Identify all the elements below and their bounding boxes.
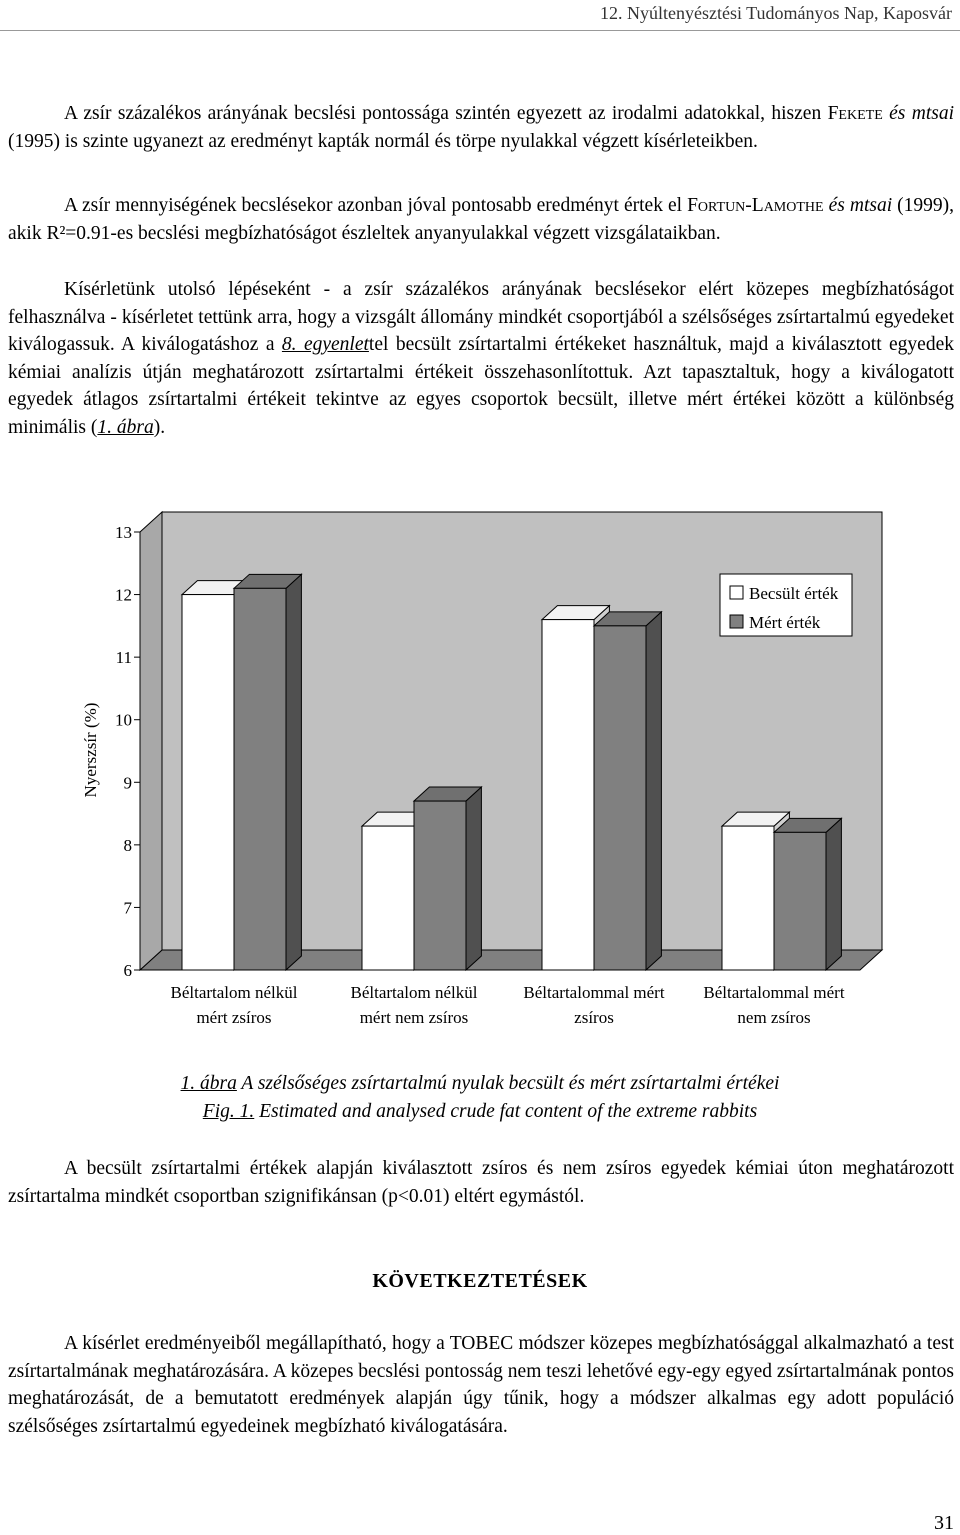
bar-side xyxy=(826,818,841,970)
x-category-label: Béltartalom nélkül xyxy=(350,983,478,1002)
legend-label: Mért érték xyxy=(749,613,821,632)
bar-mert xyxy=(594,626,646,970)
running-header xyxy=(0,0,960,31)
y-tick-label: 6 xyxy=(123,961,132,980)
figure-reference: 1. ábra xyxy=(97,416,154,438)
x-category-label: zsíros xyxy=(574,1008,614,1027)
bar-becsult xyxy=(722,826,774,970)
y-tick-label: 13 xyxy=(115,523,132,542)
author-fortun-lamothe: Fortun-Lamothe xyxy=(687,195,824,216)
bar-mert xyxy=(774,832,826,970)
bar-mert xyxy=(234,588,286,970)
y-tick-label: 9 xyxy=(123,773,132,793)
y-tick-label: 10 xyxy=(115,710,132,730)
paragraph-4: A becsült zsírtartalmi értékek alapján kiválasztott zsíros és nem zsíros egyedek kémiai úton meghatározott zsírtartalma mindkét csoportban szignifikánsan (p<0.01) eltért egymástól. xyxy=(8,1158,954,1207)
fat-content-bar-chart xyxy=(0,500,960,1040)
legend-swatch xyxy=(730,586,743,599)
y-tick-label: 7 xyxy=(123,898,132,918)
bar-becsult xyxy=(182,595,234,970)
y-tick-label: 12 xyxy=(115,585,132,605)
x-category-label: mért nem zsíros xyxy=(359,1008,469,1027)
bar-becsult xyxy=(542,620,594,970)
chart-side-wall xyxy=(140,512,162,970)
legend-swatch xyxy=(730,615,743,628)
author-fekete: Fekete xyxy=(827,103,883,124)
paragraph-2: A zsír mennyiségének becslésekor azonban jóval pontosabb eredményt értek el Fortun-Lamothe és mtsai (1999), akik R²=0.91-es becslési megbízhatóságot észleltek anyanyulakkal végzett vizsgálataikban. xyxy=(8,195,955,244)
bar-mert xyxy=(414,801,466,970)
x-category-label: Béltartalom nélkül xyxy=(170,983,298,1002)
bar-side xyxy=(286,574,301,970)
section-heading: KÖVETKEZTETÉSEK xyxy=(372,1270,588,1292)
x-category-label: Béltartalommal mért xyxy=(703,983,845,1002)
legend-label: Becsült érték xyxy=(749,584,839,603)
bar-side xyxy=(466,787,481,970)
y-tick-label: 8 xyxy=(123,835,132,855)
paragraph-3: Kísérletünk utolsó lépéseként - a zsír százalékos arányának becslésekor elért közepes megbízhatóságot felhasználva - kísérletet tettünk arra, hogy a vizsgált állomány mindkét csoportjából a szélsőséges zsírtartalmú egyedeket kiválogassuk. A kiválogatáshoz a 8. egyenlettel becsült zsírtartalmi értékeket használtuk, majd a kiválasztott egyedek kémiai analízis útján meghatározott zsírtartalmi értékeit összehasonlítottuk. Azt tapasztaltuk, hogy a kiválogatott egyedek átlagos zsírtartalmi értékeit tekintve az egyes csoportok becsült, illetve mért értékei között a különbség minimális (1. ábra). xyxy=(8,279,954,438)
figure-caption-hu: 1. ábra A szélsőséges zsírtartalmú nyulak becsült és mért zsírtartalmi értékei xyxy=(180,1073,780,1094)
x-category-label: nem zsíros xyxy=(737,1008,811,1027)
bar-becsult xyxy=(362,826,414,970)
paragraph-5: A kísérlet eredményeiből megállapítható, hogy a TOBEC módszer közepes megbízhatósággal alkalmazható a test zsírtartalmának meghatározására. A közepes becslési pontosság nem teszi lehetővé egy-egy egyed zsírtartalmának pontos meghatározását, de a bemutatott eredmények alapján úgy tűnik, hogy a módszer alkalmas egy adott populáció szélsőséges zsírtartalmú egyedeinek megbízható kiválogatására. xyxy=(8,1333,954,1437)
running-header-text: 12. Nyúltenyésztési Tudományos Nap, Kaposvár xyxy=(600,3,952,23)
page-number: 31 xyxy=(934,1512,954,1534)
paragraph-1: A zsír százalékos arányának becslési pontossága szintén egyezett az irodalmi adatokkal, hiszen Fekete és mtsai (1995) is szinte ugyanezt az eredményt kapták normál és törpe nyulakkal végzett kísérleteikben. xyxy=(8,103,954,152)
y-axis-title: Nyerszsír (%) xyxy=(81,702,100,798)
bar-side xyxy=(646,612,661,970)
equation-reference: 8. egyenlet xyxy=(281,334,369,355)
y-tick-label: 11 xyxy=(115,648,132,668)
figure-caption-en: Fig. 1. Estimated and analysed crude fat content of the extreme rabbits xyxy=(202,1101,758,1122)
x-category-label: mért zsíros xyxy=(196,1008,272,1027)
x-category-label: Béltartalommal mért xyxy=(523,983,665,1002)
